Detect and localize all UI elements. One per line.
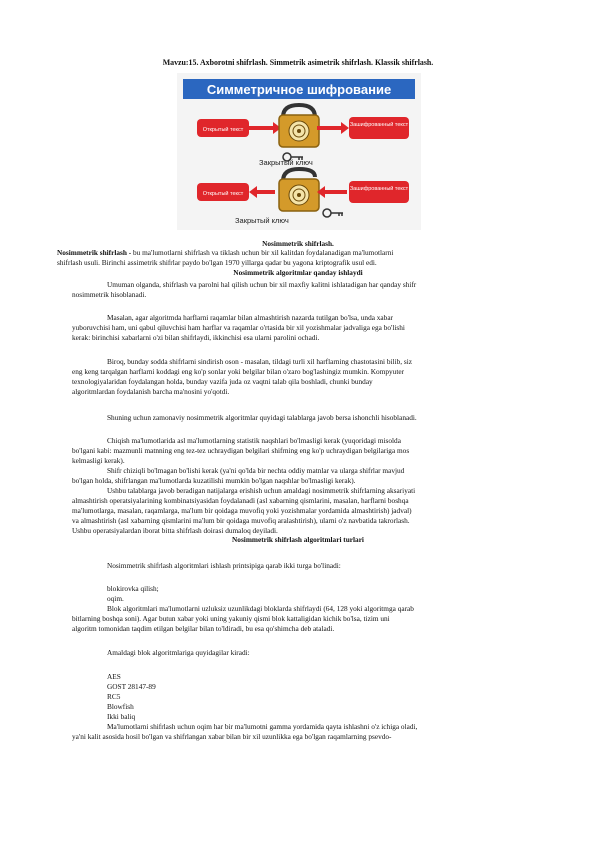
paragraph-line: ma'lumotlarga, masalan, raqamlarga, ma'lum bir qoidaga muvofiq yoki yozishmalar yordamida almashtirish) jadval)	[72, 506, 412, 515]
cipher-text-box-1	[349, 117, 409, 139]
paragraph-line: Shifr chiziqli bo'lmagan bo'lishi kerak (ya'ni qo'lda bir nechta oddiy matnlar va ularga shifrlar mavjud	[107, 466, 405, 475]
definition-term: Nosimmetrik shifrlash -	[57, 248, 132, 257]
section-heading-2: Nosimmetrik algoritmlar qanday ishlaydi	[233, 268, 363, 277]
paragraph-line: Ma'lumotlarni shifrlash uchun oqim har bir ma'lumotni gamma yordamida qayta ishlashni o'z ichiga oladi,	[107, 722, 418, 731]
paragraph-line: Biroq, bunday sodda shifrlarni sindirish oson - masalan, tildagi turli xil harflarning chastotasini bilib, siz	[107, 357, 413, 366]
paragraph-line: bo'lgan holda, shifrlangan ma'lumotlarda kuzatilishi mumkin bo'lgan naqshlar bo'lmasligi kerak).	[72, 476, 356, 485]
document-title: Mavzu:15. Axborotni shifrlash. Simmetrik asimetrik shifrlash. Klassik shifrlash.	[162, 58, 434, 67]
paragraph-line: bo'lgani kabi: mazmunli matnning eng tez-tez uchraydigan belgilari shifrning eng ko'p uchraydigan belgilariga mos	[72, 446, 410, 455]
paragraph-line: Amaldagi blok algoritmlariga quyidagilar kiradi:	[107, 648, 250, 657]
algorithm-item: Blowfish	[107, 702, 134, 711]
private-key-label-1: Закрытый ключ	[259, 158, 313, 167]
paragraph-line: Blok algoritmlari ma'lumotlarni uzluksiz uzunlikdagi bloklarda shifrlaydi (64, 128 yoki algoritmga qarab	[107, 604, 414, 613]
figure-caption: Симметричное шифрование	[206, 82, 392, 97]
cipher-text-label-2: Зашифрованный текст	[349, 186, 409, 192]
definition-text: bu ma'lumotlarni shifrlash va tiklash uchun bir xil kalitdan foydalanadigan ma'lumotlarni	[131, 248, 394, 257]
list-item: oqim.	[107, 594, 124, 603]
paragraph-line: kerak: birinchisi xabarlarni o'zi bilan shifrlaydi, ikkinchisi esa ularni parolini ochadi.	[72, 333, 320, 342]
paragraph-line: va almashtirish (asl xabarning qismlarini ma'lum bir qoidaga muvofiq aralashtirish), ularni o'z navbatida takrorlash.	[72, 516, 410, 525]
definition-line	[57, 248, 537, 258]
private-key-label-2: Закрытый ключ	[235, 216, 289, 225]
paragraph-line: Nosimmetrik shifrlash algoritmlari ishlash printsipiga qarab ikki turga bo'linadi:	[107, 561, 341, 570]
paragraph-line: Masalan, agar algoritmda harflarni raqamlar bilan almashtirish nazarda tutilgan bo'lsa, unda xabar	[107, 313, 393, 322]
paragraph-line: nosimmetrik hisoblanadi.	[72, 290, 147, 299]
paragraph-line: almashtirish operatsiyalarining kombinatsiyasidan foydalanadi (asl xabarning qismlarini, masalan, harflarni boshqa	[72, 496, 409, 505]
paragraph-line: yuboruvchisi ham, uni qabul qiluvchisi ham harflar va raqamlar o'rtasida bir xil yozishmalar jadvaliga ega bo'lishi	[72, 323, 405, 332]
algorithm-item: AES	[107, 672, 121, 681]
cipher-text-label-1: Зашифрованный текст	[349, 122, 409, 128]
algorithm-item: RC5	[107, 692, 121, 701]
algorithm-item: Ikki baliq	[107, 712, 136, 721]
cipher-text-box-2	[349, 181, 409, 203]
symmetric-encryption-figure	[177, 73, 421, 230]
paragraph-line: Shuning uchun zamonaviy nosimmetrik algoritmlar quyidagi talablarga javob bersa ishonchli hisoblanadi.	[107, 413, 417, 422]
paragraph-line: Ushbu operatsiyalardan iborat bitta shifrlash doirasi dumaloq deyiladi.	[72, 526, 278, 535]
paragraph-line: bitlarning boshqa soni). Agar butun xabar yoki uning yakuniy qismi blok kattaligidan kichik bo'lsa, tizim uni	[72, 614, 390, 623]
plain-text-label-2: Открытый текст	[202, 191, 244, 197]
paragraph-line: algoritm tomonidan taqdim etilgan belgilar bilan to'ldiradi, bu esa qo'shimcha deb ataladi.	[72, 624, 335, 633]
paragraph-line: texnologiyalaridan foydalangan holda, bunday vazifa juda oz vaqtni talab qila boshladi, chunki bunday	[72, 377, 373, 386]
paragraph-line: Ushbu talablarga javob beradigan natijalarga erishish uchun amaldagi nosimmetrik shifrlarning aksariyati	[107, 486, 416, 495]
plain-text-label-1: Открытый текст	[202, 127, 244, 133]
figure-drawing	[177, 73, 421, 230]
paragraph-line: ya'ni kalit asosida hosil bo'lgan va shifrlangan xabar bilan bir xil uzunlikka ega bo'lgan raqamlarning psevdo-	[72, 732, 392, 741]
section-heading-1: Nosimmetrik shifrlash.	[262, 239, 334, 248]
definition-line-2: shifrlash usuli. Birinchi assimetrik shifrlar paydo bo'lgan 1970 yillarga qadar bu yagona kriptografik usul edi.	[57, 258, 377, 267]
paragraph-line: Chiqish ma'lumotlarida asl ma'lumotlarning statistik naqshlari bo'lmasligi kerak (yuqoridagi misolda	[107, 436, 401, 445]
algorithm-item: GOST 28147-89	[107, 682, 156, 691]
list-item: blokirovka qilish;	[107, 584, 159, 593]
paragraph-line: kelmasligi kerak).	[72, 456, 125, 465]
section-heading-3: Nosimmetrik shifrlash algoritmlari turlari	[232, 535, 364, 544]
paragraph-line: algoritmlardan foydalanish barcha ma'nosini yo'qotdi.	[72, 387, 230, 396]
paragraph-line: eng keng tarqalgan harflarni koddagi eng ko'p sonlar yoki belgilar bilan o'zaro bog'lashingiz mumkin. Kompyuter	[72, 367, 405, 376]
paragraph-line: Umuman olganda, shifrlash va parolni hal qilish uchun bir xil maxfiy kalitni ishlatadigan har qanday shifr	[107, 280, 417, 289]
